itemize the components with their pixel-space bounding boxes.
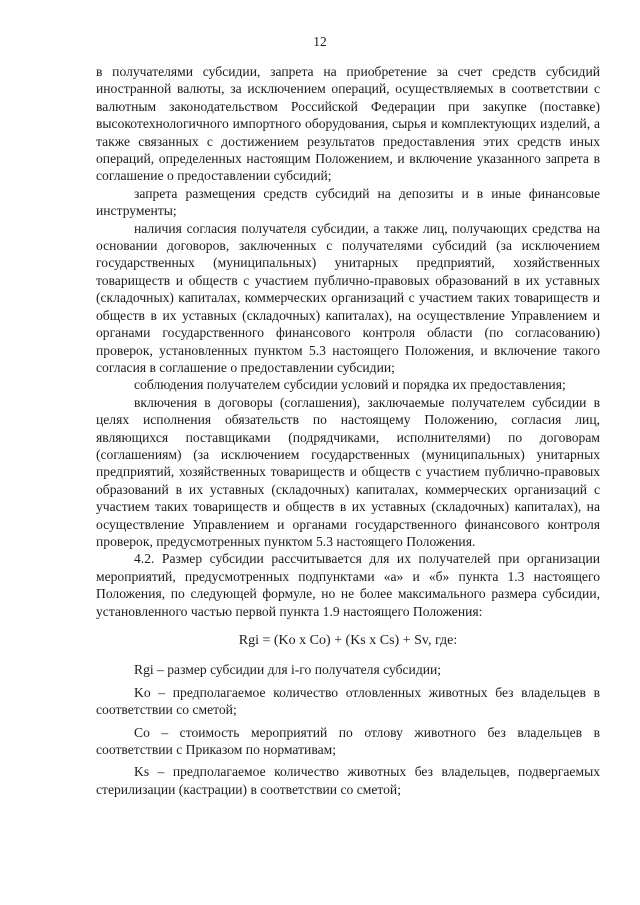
subsidy-formula: Rgi = (Ko x Co) + (Ks x Cs) + Sv, где: [238, 633, 458, 648]
definition-ks: Ks – предполагаемое количество животных без владельцев, подвергаемых стерилизации (кастрации) в соответствии со сметой; [96, 764, 600, 797]
definition-rgi: Rgi – размер субсидии для i-го получателя субсидии; [134, 662, 442, 678]
paragraph-contract-consent: включения в договоры (соглашения), заключаемые получателем субсидии в целях исполнения обязательств по настоящему Положению, согласия лиц, являющихся поставщиками (подрядчиками, исполнителями) по договорам (соглашениям) (за исключением государственных (муниципальных) унитарных предприятий, хозяйственных товариществ и обществ с участием публично-правовых образований в их уставных (складочных) капиталах, коммерческих организаций с участием таких товариществ и обществ в их уставных (складочных) капиталах), на осуществление Управлением и органами государственного финансового контроля проверок, предусмотренных пунктом 5.3 настоящего Положения. [96, 394, 600, 549]
page-number: 12 [313, 34, 327, 49]
paragraph-audit-consent: наличия согласия получателя субсидии, а также лиц, получающих средства на основании договоров, заключенных с получателями субсидий (за исключением государственных (муниципальных) унитарных предприятий, хозяйственных товариществ и обществ с участием публично-правовых образований в их уставных (складочных) капиталах, коммерческих организаций с участием таких товариществ и обществ в их уставных (складочных) капиталах), на осуществление Управлением и органами государственного финансового контроля области (по согласованию) проверок, установленных пунктом 5.3 настоящего Положения, и включение такого согласия в соглашение о предоставлении субсидии; [96, 220, 600, 375]
paragraph-deposit-ban: запрета размещения средств субсидий на депозиты и в иные финансовые инструменты; [96, 185, 600, 219]
definition-ko: Ko – предполагаемое количество отловленных животных без владельцев в соответствии со сметой; [96, 684, 600, 718]
definition-co: Co – стоимость мероприятий по отлову животного без владельцев в соответствии с Приказом по нормативам; [96, 724, 600, 758]
paragraph-subsidy-size: 4.2. Размер субсидии рассчитывается для их получателей при организации мероприятий, предусмотренных подпунктами «а» и «б» пункта 1.3 настоящего Положения, по следующей формуле, но не более максимального размера субсидии, установленного частью первой пункта 1.9 настоящего Положения: [96, 551, 600, 619]
paragraph-foreign-currency-ban: в получателями субсидии, запрета на приобретение за счет средств субсидий иностранной валюты, за исключением операций, осуществляемых в соответствии с валютным законодательством Российской Федерации при закупке (поставке) высокотехнологичного импортного оборудования, сырья и комплектующих изделий, а также связанных с достижением результатов предоставления этих средств иных операций, определенных настоящим Положением, и включение указанного запрета в соглашение о предоставлении субсидий; [96, 64, 600, 184]
document-body [96, 63, 600, 798]
paragraph-compliance: соблюдения получателем субсидии условий и порядка их предоставления; [134, 377, 566, 393]
